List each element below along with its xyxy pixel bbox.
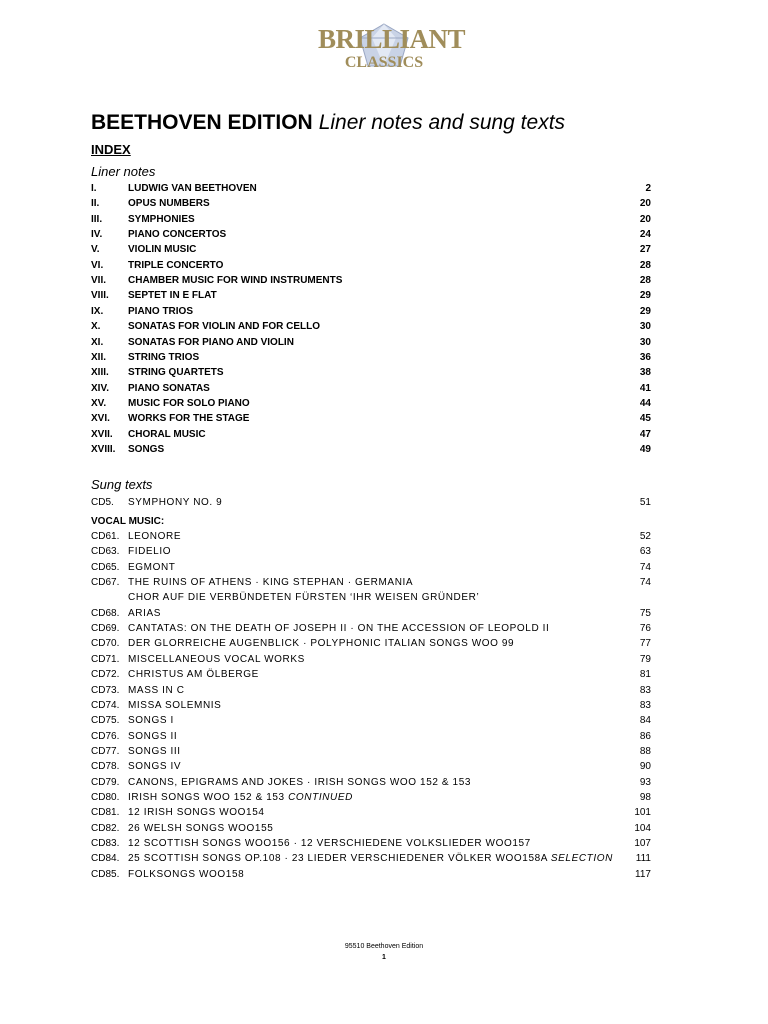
row-label-text: LUDWIG VAN BEETHOVEN <box>128 183 257 194</box>
index-heading: INDEX <box>91 142 131 157</box>
row-label <box>128 544 171 559</box>
row-label-text: CHRISTUS AM ÖLBERGE <box>128 669 259 681</box>
sung-texts-heading: Sung texts <box>91 477 153 492</box>
row-label <box>128 442 164 457</box>
row-number: II. <box>91 198 100 210</box>
row-label <box>128 335 294 350</box>
index-row <box>91 442 661 457</box>
row-page: 47 <box>639 428 651 440</box>
row-page: 38 <box>639 367 651 379</box>
row-page: 79 <box>639 653 651 665</box>
row-label-text: SEPTET IN E FLAT <box>128 290 217 302</box>
row-label-text: CHORAL MUSIC <box>128 428 206 440</box>
row-number: V. <box>91 244 100 256</box>
row-label <box>128 683 185 698</box>
index-row <box>91 288 661 303</box>
row-page: 75 <box>639 607 651 619</box>
row-number: CD81. <box>91 807 120 819</box>
brilliant-classics-logo <box>318 20 466 74</box>
index-row <box>91 851 661 866</box>
row-number: CD79. <box>91 776 120 788</box>
row-number: CD82. <box>91 822 120 834</box>
row-label <box>128 744 181 759</box>
row-label-text: SONGS IV <box>128 761 182 773</box>
row-number: VII. <box>91 275 107 287</box>
index-row <box>91 652 661 667</box>
row-page: 52 <box>639 531 651 542</box>
row-label-text: MUSIC FOR SOLO PIANO <box>128 397 250 409</box>
vocal-music-heading: VOCAL MUSIC: <box>91 516 165 527</box>
row-page: 81 <box>639 669 651 681</box>
row-label-text: VIOLIN MUSIC <box>128 244 197 256</box>
row-page: 74 <box>639 561 651 573</box>
row-label-text: TRIPLE CONCERTO <box>128 259 224 271</box>
index-row <box>91 790 661 805</box>
row-number: CD77. <box>91 745 120 757</box>
row-label <box>128 729 177 744</box>
row-label <box>128 575 413 590</box>
row-label <box>128 350 199 365</box>
index-row <box>91 575 661 590</box>
row-label-text: 12 SCOTTISH SONGS WOO156 · 12 VERSCHIEDENE VOLKSLIEDER WOO157 <box>128 838 531 849</box>
row-page: 84 <box>639 715 651 727</box>
row-label: SYMPHONY NO. 9 <box>128 497 223 508</box>
row-label <box>128 411 249 426</box>
row-label <box>128 621 549 636</box>
row-number: CD5. <box>91 497 114 508</box>
row-page: 29 <box>639 290 651 302</box>
row-label-text: 25 SCOTTISH SONGS OP.108 · 23 LIEDER VERSCHIEDENER VÖLKER WOO158A <box>128 853 548 865</box>
index-row <box>91 350 661 365</box>
index-row <box>91 529 661 544</box>
row-label <box>128 851 613 866</box>
row-number: VI. <box>91 259 104 271</box>
row-label <box>128 636 514 651</box>
row-page: 49 <box>639 443 651 455</box>
row-page: 117 <box>635 868 651 880</box>
row-number: VIII. <box>91 290 109 302</box>
index-row <box>91 636 661 651</box>
index-row <box>91 683 661 698</box>
row-label <box>128 667 259 682</box>
row-label <box>128 258 223 273</box>
index-row <box>91 744 661 759</box>
row-page: 24 <box>639 229 651 241</box>
row-label-text: SONGS II <box>128 730 178 742</box>
row-number: CD74. <box>91 699 120 711</box>
row-page: 20 <box>639 213 651 225</box>
row-label <box>128 427 206 442</box>
row-number: CD63. <box>91 546 120 558</box>
row-label <box>128 713 174 728</box>
row-label <box>128 396 250 411</box>
row-number: CD69. <box>91 623 120 635</box>
index-row <box>91 365 661 380</box>
row-label <box>128 867 244 882</box>
index-row <box>91 319 661 334</box>
row-page: 29 <box>639 305 651 317</box>
index-row <box>91 411 661 426</box>
row-number: XIV. <box>91 382 109 394</box>
row-label <box>128 805 265 820</box>
row-page: 30 <box>639 321 651 333</box>
row-label-text: PIANO CONCERTOS <box>128 229 227 241</box>
row-label-text: EGMONT <box>128 561 176 573</box>
row-label <box>128 319 320 334</box>
row-label <box>128 365 224 380</box>
row-number: IX. <box>91 305 104 317</box>
row-number: XV. <box>91 397 107 409</box>
row-page: 36 <box>639 351 651 363</box>
row-page: 2 <box>645 183 651 194</box>
index-row <box>91 729 661 744</box>
row-number: III. <box>91 213 103 225</box>
row-number: CD80. <box>91 791 120 803</box>
row-number: CD85. <box>91 868 120 880</box>
row-label <box>128 836 531 851</box>
index-row <box>91 427 661 442</box>
row-page: 86 <box>639 730 651 742</box>
row-page: 27 <box>639 244 651 256</box>
row-number: CD83. <box>91 838 120 849</box>
row-label-text: STRING QUARTETS <box>128 367 224 379</box>
row-page: 51 <box>639 497 651 508</box>
row-label-text: MISSA SOLEMNIS <box>128 699 222 711</box>
row-label-text: IRISH SONGS WOO 152 & 153 <box>128 791 285 803</box>
row-page: 41 <box>639 382 651 394</box>
index-row <box>91 227 661 242</box>
row-label-text: OPUS NUMBERS <box>128 198 210 210</box>
row-label <box>128 775 471 790</box>
row-label-text: SONATAS FOR VIOLIN AND FOR CELLO <box>128 321 321 333</box>
row-page: 83 <box>639 699 651 711</box>
row-page: 104 <box>634 822 651 834</box>
index-row <box>91 381 661 396</box>
row-label <box>128 560 176 575</box>
index-row <box>91 821 661 836</box>
row-label-text: CHAMBER MUSIC FOR WIND INSTRUMENTS <box>128 275 343 287</box>
row-page: 83 <box>639 684 651 696</box>
row-label <box>128 304 193 319</box>
index-row <box>91 606 661 621</box>
row-label-text: SONGS III <box>128 745 181 757</box>
row-label-text: 12 IRISH SONGS WOO154 <box>128 807 265 819</box>
row-label <box>128 242 196 257</box>
row-label-text: 26 WELSH SONGS WOO155 <box>128 822 274 834</box>
index-row <box>91 304 661 319</box>
row-page: 74 <box>639 577 651 589</box>
row-number: XI. <box>91 336 104 348</box>
row-page: 90 <box>639 761 651 773</box>
row-label <box>128 288 217 303</box>
row-page: 101 <box>634 807 651 819</box>
row-number: XII. <box>91 351 107 363</box>
row-number: CD70. <box>91 638 120 650</box>
row-page: 107 <box>634 838 651 849</box>
row-label <box>128 821 273 836</box>
index-row <box>91 212 661 227</box>
row-number: CD65. <box>91 561 120 573</box>
row-label <box>128 381 210 396</box>
row-page: 88 <box>639 745 651 757</box>
index-row <box>91 273 661 288</box>
row-page: 98 <box>639 791 651 803</box>
row-page: 28 <box>639 259 651 271</box>
row-label-text: CHOR AUF DIE VERBÜNDETEN FÜRSTEN ‘IHR WEISEN GRÜNDER’ <box>128 592 480 604</box>
row-number: X. <box>91 321 101 333</box>
row-label-text: FIDELIO <box>128 546 172 558</box>
row-number: CD84. <box>91 853 120 865</box>
row-label-text: ARIAS <box>128 607 162 619</box>
row-page: 44 <box>639 397 651 409</box>
row-label-text: SYMPHONIES <box>128 213 195 225</box>
row-label <box>128 227 226 242</box>
footer-edition: 95510 Beethoven Edition <box>344 943 424 950</box>
row-page: 45 <box>639 413 651 425</box>
index-row <box>91 242 661 257</box>
row-label <box>128 606 161 621</box>
row-label-italic: SELECTION <box>550 853 613 865</box>
index-row <box>91 544 661 559</box>
row-number: XVIII. <box>91 443 116 455</box>
index-row <box>91 621 661 636</box>
row-number: CD76. <box>91 730 120 742</box>
logo-brilliant-text: BRILLIANT <box>318 24 466 54</box>
row-label-text: STRING TRIOS <box>128 351 200 363</box>
row-label-text: LEONORE <box>128 531 182 542</box>
index-row <box>91 560 661 575</box>
row-label-text: THE RUINS OF ATHENS · KING STEPHAN · GERMANIA <box>128 577 414 589</box>
index-row <box>91 867 661 882</box>
sung-text-row-cd5 <box>91 495 661 510</box>
row-number: CD72. <box>91 669 120 681</box>
row-label <box>128 759 181 774</box>
row-page: 111 <box>635 853 651 865</box>
row-page: 63 <box>639 546 651 558</box>
row-label <box>128 196 210 211</box>
row-number: CD73. <box>91 684 120 696</box>
row-label-italic: CONTINUED <box>288 791 353 803</box>
row-label <box>128 273 342 288</box>
row-number: CD71. <box>91 653 120 665</box>
row-page: 93 <box>639 776 651 788</box>
index-row <box>91 713 661 728</box>
index-row <box>91 396 661 411</box>
row-number: CD61. <box>91 531 120 542</box>
title-italic: Liner notes and sung texts <box>318 111 566 134</box>
index-row <box>91 590 661 605</box>
row-label-text: CANONS, EPIGRAMS AND JOKES · IRISH SONGS WOO 152 & 153 <box>128 776 472 788</box>
index-row <box>91 775 661 790</box>
row-label-text: WORKS FOR THE STAGE <box>128 413 250 425</box>
row-page: 30 <box>639 336 651 348</box>
row-number: XVII. <box>91 428 113 440</box>
row-number: CD68. <box>91 607 120 619</box>
liner-notes-heading: Liner notes <box>91 164 156 179</box>
row-label <box>128 212 195 227</box>
row-page: 77 <box>639 638 651 650</box>
row-label <box>128 790 353 805</box>
index-row <box>91 181 661 196</box>
row-page: 20 <box>639 198 651 210</box>
index-row <box>91 836 661 851</box>
index-row <box>91 805 661 820</box>
row-label <box>128 652 305 667</box>
footer-page-number: 1 <box>382 954 386 961</box>
row-label-text: SONGS <box>128 443 165 455</box>
row-number: I. <box>91 183 97 194</box>
row-label-text: MASS IN C <box>128 684 185 696</box>
row-label <box>128 181 257 196</box>
logo-classics-text: CLASSICS <box>344 54 424 71</box>
row-number: IV. <box>91 229 103 241</box>
row-number: XVI. <box>91 413 110 425</box>
row-number: CD78. <box>91 761 120 773</box>
row-number: CD75. <box>91 715 120 727</box>
title-bold: BEETHOVEN EDITION <box>91 111 313 134</box>
index-row <box>91 258 661 273</box>
row-label-text: PIANO TRIOS <box>128 305 194 317</box>
index-row <box>91 335 661 350</box>
row-label-text: MISCELLANEOUS VOCAL WORKS <box>128 653 305 665</box>
row-label-text: CANTATAS: ON THE DEATH OF JOSEPH II · ON THE ACCESSION OF LEOPOLD II <box>128 623 550 635</box>
row-label-text: PIANO SONATAS <box>128 382 210 394</box>
index-row <box>91 667 661 682</box>
row-number: XIII. <box>91 367 109 379</box>
document-title <box>91 110 565 136</box>
row-label-text: SONGS I <box>128 715 174 727</box>
row-page: 76 <box>639 623 651 635</box>
index-row <box>91 759 661 774</box>
row-page: 28 <box>639 275 651 287</box>
row-label <box>128 529 181 544</box>
row-label <box>128 698 221 713</box>
row-label-text: FOLKSONGS WOO158 <box>128 868 245 880</box>
row-label-text: SONATAS FOR PIANO AND VIOLIN <box>128 336 294 348</box>
row-number: CD67. <box>91 577 120 589</box>
index-row <box>91 196 661 211</box>
row-label <box>128 590 479 605</box>
index-row <box>91 698 661 713</box>
row-label-text: DER GLORREICHE AUGENBLICK · POLYPHONIC ITALIAN SONGS WOO 99 <box>128 638 515 650</box>
